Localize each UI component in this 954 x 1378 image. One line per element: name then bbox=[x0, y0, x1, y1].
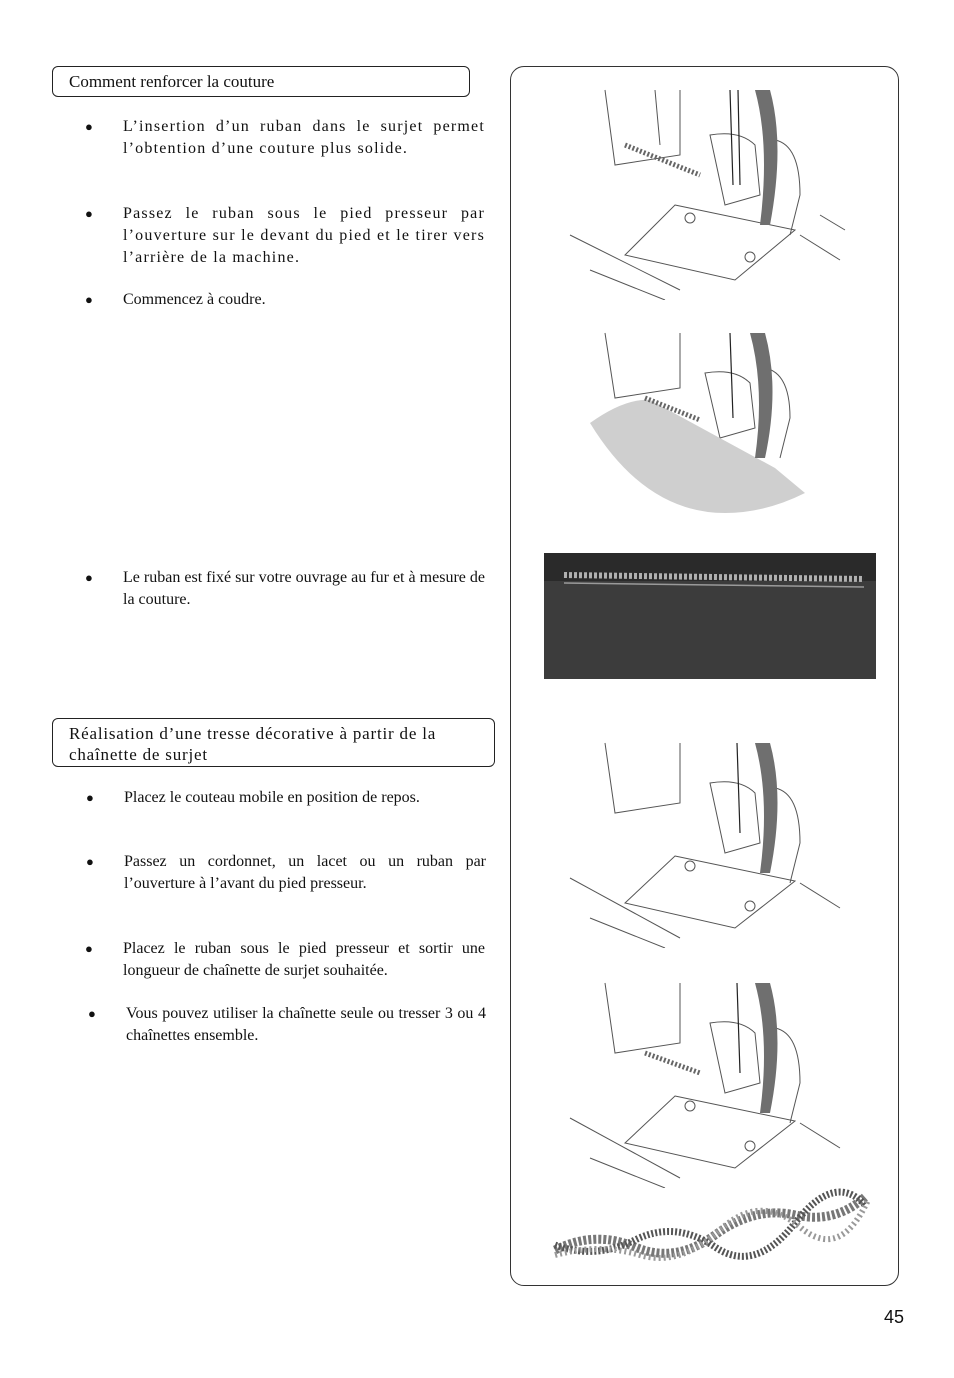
bullet-text: Placez le ruban sous le pied presseur et sortir une longueur de chaînette de surjet souhaitée. bbox=[123, 940, 485, 979]
bullet-dot: ● bbox=[85, 206, 95, 221]
bullet-item bbox=[86, 851, 486, 895]
bullet-dot: ● bbox=[88, 1006, 96, 1021]
bullet-item bbox=[85, 203, 485, 269]
bullet-text: Le ruban est fixé sur votre ouvrage au fur et à mesure de la couture. bbox=[123, 569, 485, 608]
bullet-dot: ● bbox=[86, 854, 94, 869]
bullet-item bbox=[85, 289, 485, 311]
bullet-item bbox=[88, 1003, 486, 1047]
section-title-text: Comment renforcer la couture bbox=[69, 72, 275, 91]
presser-foot-ribbon-illustration bbox=[560, 85, 850, 300]
presser-foot-chain-illustration bbox=[565, 978, 850, 1188]
presser-foot-cord-illustration bbox=[565, 738, 850, 948]
sewing-fabric-illustration bbox=[585, 328, 815, 518]
bullet-item bbox=[85, 938, 485, 982]
bullet-dot: ● bbox=[85, 941, 93, 956]
page-number: 45 bbox=[884, 1307, 905, 1327]
bullet-item bbox=[86, 787, 486, 809]
bullet-dot: ● bbox=[85, 570, 93, 585]
bullet-dot: ● bbox=[86, 790, 94, 805]
bullet-text: Passez le ruban sous le pied presseur par l’ouverture sur le devant du pied et le tirer vers l’arrière de la machine. bbox=[123, 205, 485, 266]
bullet-dot: ● bbox=[85, 292, 93, 307]
bullet-text: Passez un cordonnet, un lacet ou un ruban par l’ouverture à l’avant du pied presseur. bbox=[124, 853, 486, 892]
bullet-dot: ● bbox=[85, 119, 95, 134]
bullet-item bbox=[85, 116, 485, 160]
bullet-text: Vous pouvez utiliser la chaînette seule ou tresser 3 ou 4 chaînettes ensemble. bbox=[126, 1005, 486, 1044]
bullet-item bbox=[85, 567, 485, 611]
bullet-text: Placez le couteau mobile en position de repos. bbox=[124, 789, 420, 806]
decorative-braid-illustration bbox=[550, 1185, 875, 1270]
section-title-reinforce bbox=[52, 66, 470, 97]
section-title-text: Réalisation d’une tresse décorative à partir de la chaînette de surjet bbox=[69, 724, 437, 764]
bullet-text: L’insertion d’un ruban dans le surjet permet l’obtention d’une couture plus solide. bbox=[123, 118, 485, 157]
bullet-text: Commencez à coudre. bbox=[123, 291, 266, 308]
section-title-braid bbox=[52, 718, 495, 767]
reinforced-seam-photo bbox=[544, 553, 876, 679]
